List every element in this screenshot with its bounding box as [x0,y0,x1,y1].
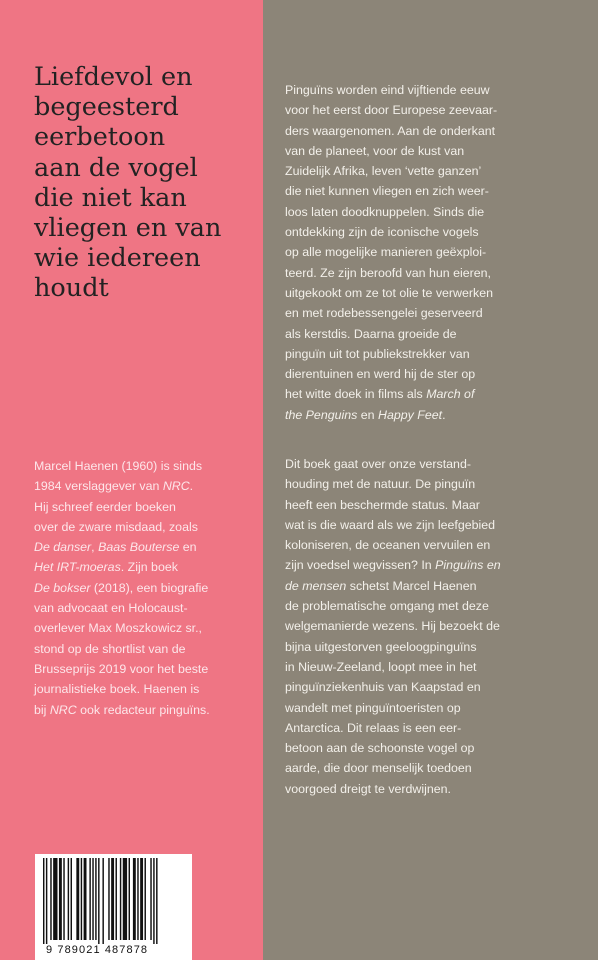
text-segment: loos laten doodknuppelen. Sinds die [285,204,485,219]
text-line [285,303,585,323]
text-line [34,497,256,517]
barcode-bar [43,858,44,944]
text-line [34,618,256,638]
text-line [285,718,585,738]
text-line [285,515,585,535]
text-segment: ook redacteur pinguïns. [76,702,210,717]
barcode-bar [108,858,109,940]
barcode-bars [35,854,192,944]
text-segment: pinguïn uit tot publiekstrekker van [285,346,470,361]
text-line [34,679,256,699]
text-segment: aarde, die door menselijk toedoen [285,761,472,776]
barcode-bar [120,858,121,940]
text-segment: en [357,407,379,422]
italic-title: the Penguins [285,407,358,422]
text-line [285,100,585,120]
text-line [285,738,585,758]
text-line [285,121,585,141]
text-line [285,283,585,303]
text-segment: als kerstdis. Daarna groeide de [285,326,457,341]
text-segment: ontdekking zijn de iconische vogels [285,225,479,240]
barcode-bar [46,858,47,944]
isbn-number: 9 789021 487878 [46,944,149,956]
text-segment: welgemanierde wezens. Hij bezoekt de [285,619,500,634]
barcode-bar [137,858,138,940]
barcode-bar [81,858,82,940]
barcode-bar [59,858,62,940]
text-line [285,141,585,161]
barcode-bar [133,858,136,940]
text-segment: koloniseren, de oceanen vervuilen en [285,538,491,553]
text-segment: voorgoed dreigt te verdwijnen. [285,781,451,796]
barcode-bar [50,858,51,940]
text-line [285,657,585,677]
barcode-bar [92,858,93,940]
barcode-bar [71,858,72,940]
text-segment: Zuidelijk Afrika, leven ‘vette ganzen’ [285,164,482,179]
italic-title: De bokser [34,580,91,595]
barcode-bar [123,858,127,940]
barcode-bar [89,858,90,940]
text-segment: voor het eerst door Europese zeevaar- [285,103,498,118]
barcode-bar [68,858,69,940]
text-line [285,637,585,657]
text-line [285,202,585,222]
author-bio [34,456,256,720]
text-line [285,242,585,262]
text-line [285,616,585,636]
text-segment: bijna uitgestorven geeloogpinguïns [285,639,477,654]
text-segment: pinguïnziekenhuis van Kaapstad en [285,680,481,695]
tagline-line: wie iedereen [34,243,201,274]
text-line [285,454,585,474]
text-line [34,476,256,496]
text-line [285,555,585,575]
barcode-bar [76,858,79,940]
text-line [285,181,585,201]
text-segment: . Zijn boek [120,560,178,575]
text-segment: zijn voedsel wegvissen? In [285,558,436,573]
text-line [285,535,585,555]
text-segment: wandelt met pinguïntoeristen op [285,700,461,715]
barcode-bar [145,858,146,940]
barcode-bar [53,858,57,940]
text-segment: Pinguïns worden eind vijftiende eeuw [285,83,490,97]
text-line [285,80,585,100]
text-segment: over de zware misdaad, zoals [34,519,198,534]
italic-title: Het IRT-moeras [34,560,121,575]
text-segment: van advocaat en Holocaust- [34,601,188,616]
text-line [285,384,585,404]
tagline-line: Liefdevol en [34,62,193,92]
text-segment: Marcel Haenen (1960) is sinds [34,459,203,473]
text-line [285,161,585,181]
text-segment: (2018), een biografie [90,580,209,595]
text-segment: heeft een beschermde status. Maar [285,497,480,512]
italic-title: De danser [34,540,92,555]
text-segment: schetst Marcel Haenen [346,578,477,593]
text-line [285,474,585,494]
text-line [285,596,585,616]
text-line [285,222,585,242]
barcode-bar [140,858,143,940]
text-line [34,700,256,720]
text-segment: op alle mogelijke manieren geëxploi- [285,245,487,260]
text-segment: houding met de natuur. De pinguïn [285,477,476,492]
text-line [34,517,256,537]
text-segment: en [179,540,197,555]
italic-title: March of [426,387,475,402]
italic-title: NRC [162,479,190,494]
text-segment: die niet kunnen vliegen en zich weer- [285,184,489,199]
text-line [285,364,585,384]
text-line [285,405,585,425]
tagline-line: aan de vogel [34,152,198,183]
text-segment: . [189,479,194,494]
text-line [285,495,585,515]
text-line [34,537,256,557]
barcode-bar [111,858,114,940]
text-line [34,578,256,598]
text-segment: wat is die waard als we zijn leefgebied [285,517,496,532]
barcode-bar [116,858,117,940]
text-line [34,598,256,618]
text-line [34,456,256,476]
tagline-line: eerbetoon [34,122,166,153]
text-segment: bij [34,702,50,717]
text-segment: ders waargenomen. Aan de onderkant [285,123,496,138]
barcode-bar [98,858,99,944]
italic-title: Baas Bouterse [98,540,180,555]
barcode-bar [95,858,96,940]
text-segment: betoon aan de schoonste vogel op [285,741,475,756]
blurb-paragraph-2 [285,454,585,799]
tagline-line: begeesterd [34,92,179,123]
text-segment: . [442,407,446,422]
italic-title: Pinguïns en [435,558,501,573]
text-line [285,698,585,718]
tagline-line: vliegen en van [34,213,222,244]
tagline-line: die niet kan [34,182,187,213]
text-segment: Hij schreef eerder boeken [34,499,176,514]
text-segment: het witte doek in films als [285,387,427,402]
text-line [34,639,256,659]
text-line [34,557,256,577]
blurb-paragraph-1 [285,80,585,425]
text-line [285,263,585,283]
text-line [34,659,256,679]
barcode-bar [156,858,157,944]
text-segment: teerd. Ze zijn beroofd van hun eieren, [285,265,491,280]
text-segment: , [91,540,99,555]
text-segment: stond op de shortlist van de [34,641,186,656]
text-segment: Brusseprijs 2019 voor het beste [34,661,209,676]
tagline-line: houdt [34,273,109,304]
italic-title: de mensen [285,578,347,593]
text-segment: in Nieuw-Zeeland, loopt mee in het [285,659,477,674]
text-line [285,324,585,344]
text-line [285,344,585,364]
italic-title: NRC [49,702,77,717]
text-segment: van de planeet, voor de kust van [285,143,465,158]
barcode-bar [129,858,130,940]
text-segment: dierentuinen en werd hij de ster op [285,367,476,382]
barcode-bar [84,858,87,940]
text-segment: 1984 verslaggever van [34,479,163,494]
text-line [285,758,585,778]
barcode-bar [63,858,64,940]
text-segment: Antarctica. Dit relaas is een eer- [285,720,462,735]
italic-title: Happy Feet [378,407,443,422]
barcode-bar [153,858,154,944]
text-segment: overlever Max Moszkowicz sr., [34,621,202,636]
text-segment: uitgekookt om ze tot olie te verwerken [285,285,493,300]
barcode-bar [150,858,151,940]
text-line [285,576,585,596]
text-segment: journalistieke boek. Haenen is [34,682,200,697]
text-line [285,779,585,799]
text-segment: en met rodebessengelei geserveerd [285,306,483,321]
text-segment: Dit boek gaat over onze verstand- [285,457,471,471]
text-line [285,677,585,697]
barcode-bar [102,858,103,944]
tagline-heading [34,62,262,304]
text-segment: de problematische omgang met deze [285,599,489,614]
